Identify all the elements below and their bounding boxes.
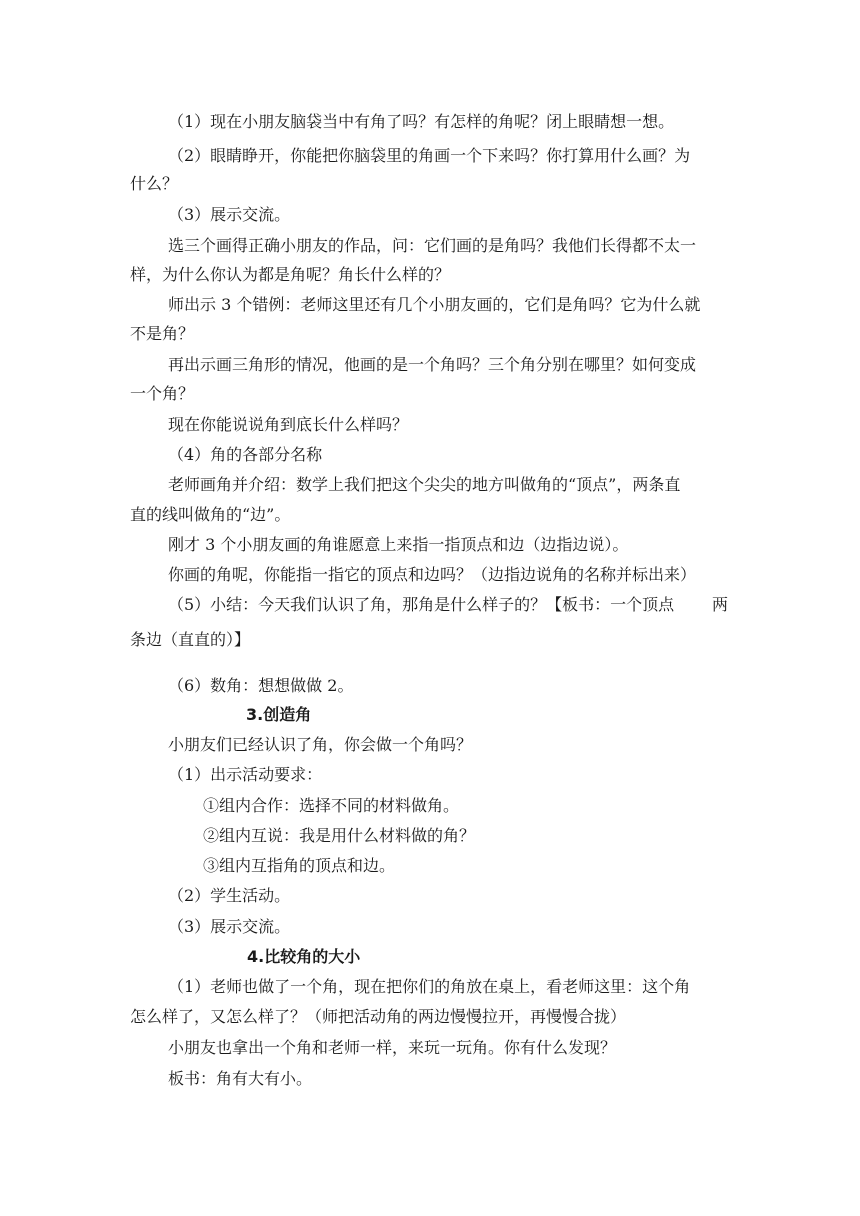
text-line-19: （6）数角：想想做做 2。 [168, 676, 354, 695]
text-line-17: （5）小结：今天我们认识了角，那角是什么样子的？【板书：一个顶点 [168, 595, 675, 614]
text-line-22: （1）出示活动要求： [168, 765, 323, 784]
section-heading-create-angle: 3.创造角 [246, 705, 312, 724]
section-heading-compare-angles: 4.比较角的大小 [247, 947, 361, 966]
text-line-16: 你画的角呢，你能指一指它的顶点和边吗？（边指边说角的名称并标出来） [168, 565, 697, 584]
text-line-31: 小朋友也拿出一个角和老师一样，来玩一玩角。你有什么发现？ [168, 1038, 617, 1057]
text-line-9: 再出示画三角形的情况，他画的是一个角吗？三个角分别在哪里？如何变成 [168, 355, 697, 374]
text-line-26: （2）学生活动。 [168, 886, 291, 905]
section-heading-parts: （4）角的各部分名称 [168, 445, 323, 464]
text-line-18: 条边（直直的）】 [130, 630, 251, 649]
text-line-1: （1）现在小朋友脑袋当中有角了吗？有怎样的角呢？闭上眼睛想一想。 [168, 112, 675, 131]
text-line-11: 现在你能说说角到底长什么样吗？ [168, 415, 409, 434]
text-line-13: 老师画角并介绍：数学上我们把这个尖尖的地方叫做角的“顶点”，两条直 [168, 475, 681, 494]
requirement-item-3: ③组内互指角的顶点和边。 [203, 856, 396, 875]
text-line-15: 刚才 3 个小朋友画的角谁愿意上来指一指顶点和边（边指边说）。 [168, 535, 629, 554]
requirement-item-2: ②组内互说：我是用什么材料做的角？ [203, 826, 476, 845]
text-line-6: 样，为什么你认为都是角呢？角长什么样的？ [130, 265, 451, 284]
requirement-item-1: ①组内合作：选择不同的材料做角。 [203, 796, 460, 815]
text-line-4: （3）展示交流。 [168, 205, 291, 224]
text-line-8: 不是角？ [130, 324, 195, 343]
text-line-5: 选三个画得正确小朋友的作品，问：它们画的是角吗？我他们长得都不太一 [168, 236, 697, 255]
text-line-3: 什么？ [130, 174, 179, 193]
text-line-29: （1）老师也做了一个角，现在把你们的角放在桌上，看老师这里：这个角 [168, 977, 691, 996]
text-line-30: 怎么样了，又怎么样了？（师把活动角的两边慢慢拉开，再慢慢合拢） [130, 1007, 627, 1026]
text-line-7: 师出示 3 个错例：老师这里还有几个小朋友画的，它们是角吗？它为什么就 [168, 295, 701, 314]
text-line-27: （3）展示交流。 [168, 917, 291, 936]
text-line-10: 一个角？ [130, 384, 195, 403]
text-line-32: 板书：角有大有小。 [168, 1069, 313, 1088]
text-line-21: 小朋友们已经认识了角，你会做一个角吗？ [168, 735, 473, 754]
text-line-14: 直的线叫做角的“边”。 [130, 505, 291, 524]
text-line-2: （2）眼睛睁开，你能把你脑袋里的角画一个下来吗？你打算用什么画？为 [168, 146, 691, 165]
text-line-17-tail: 两 [712, 595, 729, 614]
